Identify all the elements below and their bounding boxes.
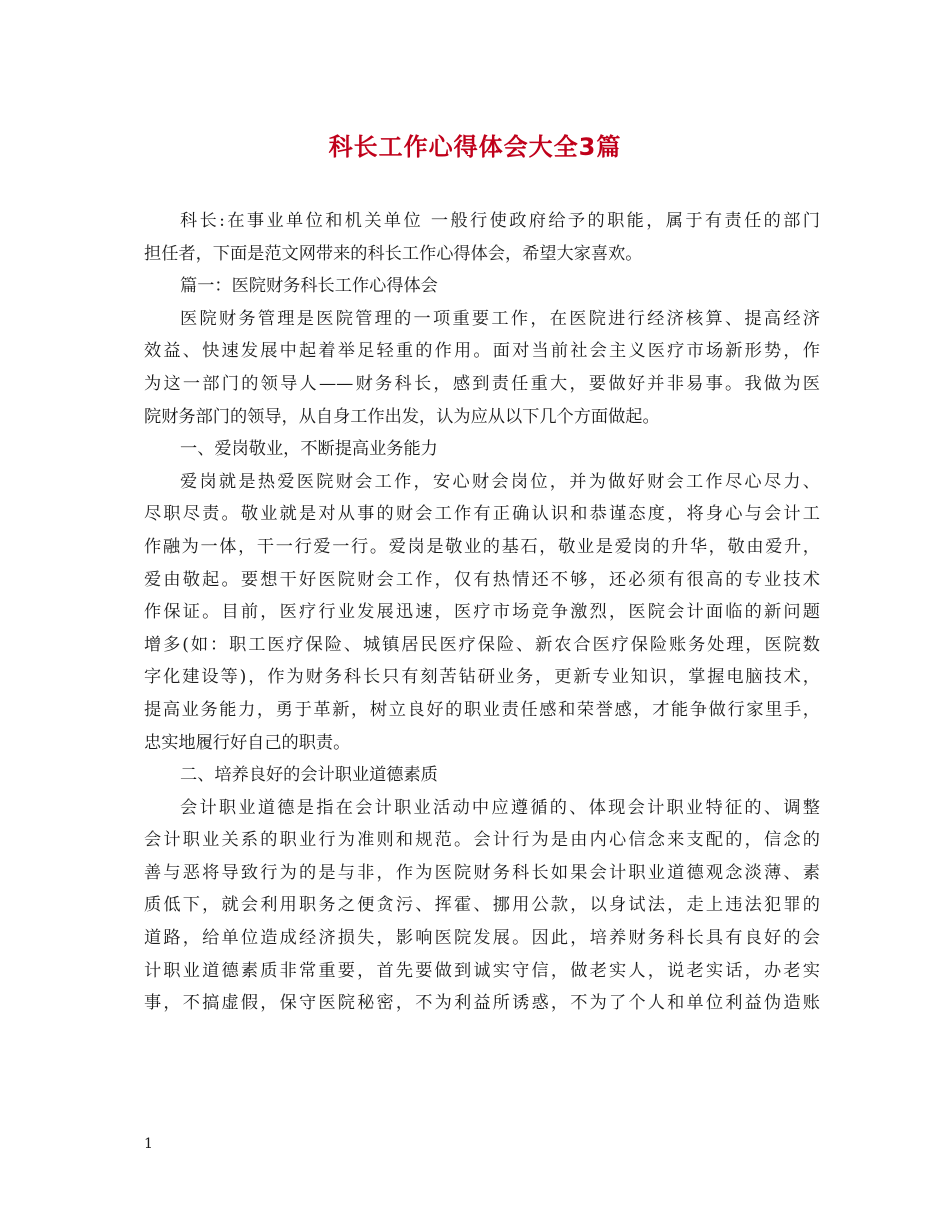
text-line: 担任者，下面是范文网带来的科长工作心得体会，希望大家喜欢。 — [144, 243, 643, 264]
text-line: 善与恶将导致行为的是与非，作为医院财务科长如果会计职业道德观念淡薄、素 — [144, 862, 820, 883]
text-line: 医院财务管理是医院管理的一项重要工作，在医院进行经济核算、提高经济 — [180, 308, 820, 329]
text-line: 增多(如：职工医疗保险、城镇居民医疗保险、新农合医疗保险账务处理，医院数 — [144, 634, 820, 655]
text-line: 会计职业道德是指在会计职业活动中应遵循的、体现会计职业特征的、调整 — [180, 797, 820, 818]
document-body — [144, 205, 820, 1020]
text-line: 一、爱岗敬业，不断提高业务能力 — [180, 439, 438, 460]
text-line: 会计职业关系的职业行为准则和规范。会计行为是由内心信念来支配的，信念的 — [144, 830, 820, 851]
text-line: 作融为一体，干一行爱一行。爱岗是敬业的基石，敬业是爱岗的升华，敬由爱升， — [144, 536, 820, 557]
text-line: 二、培养良好的会计职业道德素质 — [180, 765, 438, 786]
text-line: 尽职尽责。敬业就是对从事的财会工作有正确认识和恭谨态度，将身心与会计工 — [144, 504, 820, 525]
text-line: 院财务部门的领导，从自身工作出发，认为应从以下几个方面做起。 — [144, 406, 660, 427]
text-line: 篇一：医院财务科长工作心得体会 — [180, 276, 438, 297]
text-line: 事，不搞虚假，保守医院秘密，不为利益所诱惑，不为了个人和单位利益伪造账 — [144, 993, 820, 1014]
text-line: 爱由敬起。要想干好医院财会工作，仅有热情还不够，还必须有很高的专业技术 — [144, 569, 820, 590]
text-line: 道路，给单位造成经济损失，影响医院发展。因此，培养财务科长具有良好的会 — [144, 928, 820, 949]
text-line: 字化建设等)，作为财务科长只有刻苦钻研业务，更新专业知识，掌握电脑技术， — [144, 667, 820, 688]
page-number: 1 — [144, 1136, 153, 1152]
text-line: 忠实地履行好自己的职责。 — [144, 732, 351, 753]
text-line: 科长:在事业单位和机关单位 一般行使政府给予的职能，属于有责任的部门 — [180, 211, 820, 231]
text-line: 爱岗就是热爱医院财会工作，安心财会岗位，并为做好财会工作尽心尽力、 — [180, 471, 820, 492]
document-title: 科长工作心得体会大全3篇 — [328, 133, 622, 161]
text-line: 计职业道德素质非常重要，首先要做到诚实守信，做老实人，说老实话，办老实 — [144, 960, 820, 981]
text-line: 提高业务能力，勇于革新，树立良好的职业责任感和荣誉感，才能争做行家里手， — [144, 699, 820, 720]
text-line: 为这一部门的领导人——财务科长，感到责任重大，要做好并非易事。我做为医 — [144, 373, 820, 394]
text-line: 作保证。目前，医疗行业发展迅速，医疗市场竞争激烈，医院会计面临的新问题 — [144, 602, 820, 623]
text-line: 质低下，就会利用职务之便贪污、挥霍、挪用公款，以身试法，走上违法犯罪的 — [144, 895, 820, 916]
text-line: 效益、快速发展中起着举足轻重的作用。面对当前社会主义医疗市场新形势，作 — [144, 341, 820, 362]
